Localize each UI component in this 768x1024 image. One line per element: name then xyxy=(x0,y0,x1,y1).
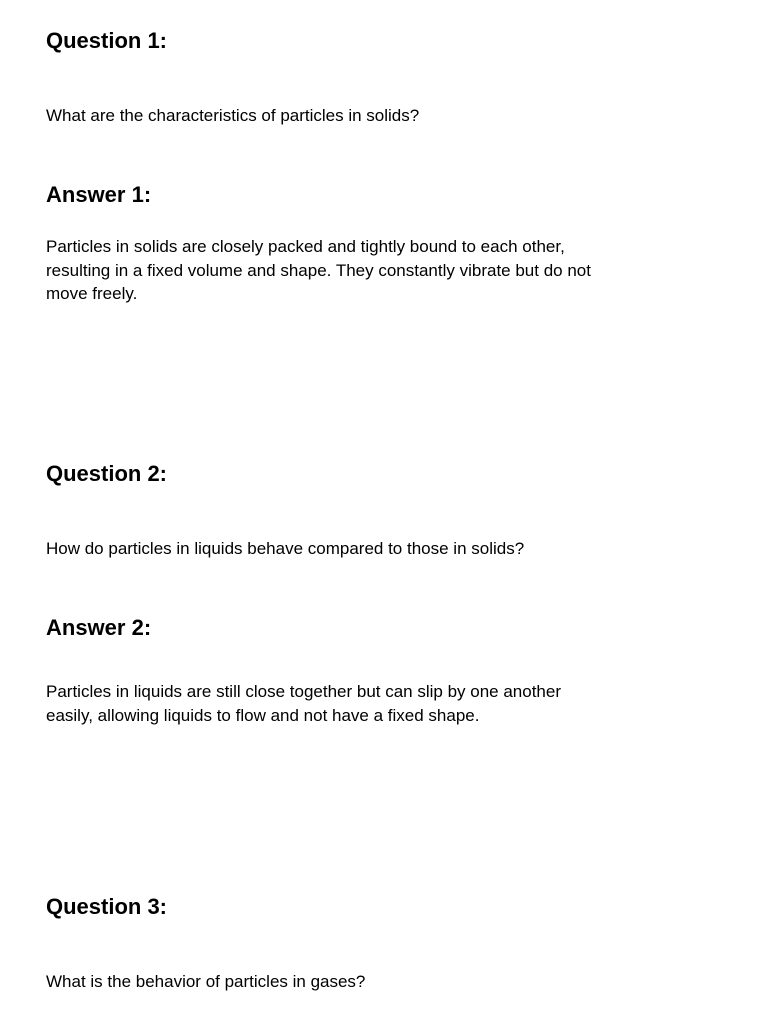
question-2-heading: Question 2: xyxy=(46,461,168,486)
answer-2-heading: Answer 2: xyxy=(46,615,152,640)
answer-1-heading: Answer 1: xyxy=(46,182,152,207)
answer-2-text: Particles in liquids are still close together but can slip by one another easily, allowing liquids to flow and not have a fixed shape. xyxy=(46,682,562,725)
answer-1-text: Particles in solids are closely packed and tightly bound to each other, resulting in a fixed volume and shape. They constantly vibrate but do not move freely. xyxy=(46,237,591,303)
question-1-text: What are the characteristics of particles in solids? xyxy=(46,106,420,125)
question-3-text: What is the behavior of particles in gases? xyxy=(46,972,366,991)
question-2-text: How do particles in liquids behave compared to those in solids? xyxy=(46,539,525,558)
question-3-heading: Question 3: xyxy=(46,894,168,919)
question-1-heading: Question 1: xyxy=(46,28,168,53)
